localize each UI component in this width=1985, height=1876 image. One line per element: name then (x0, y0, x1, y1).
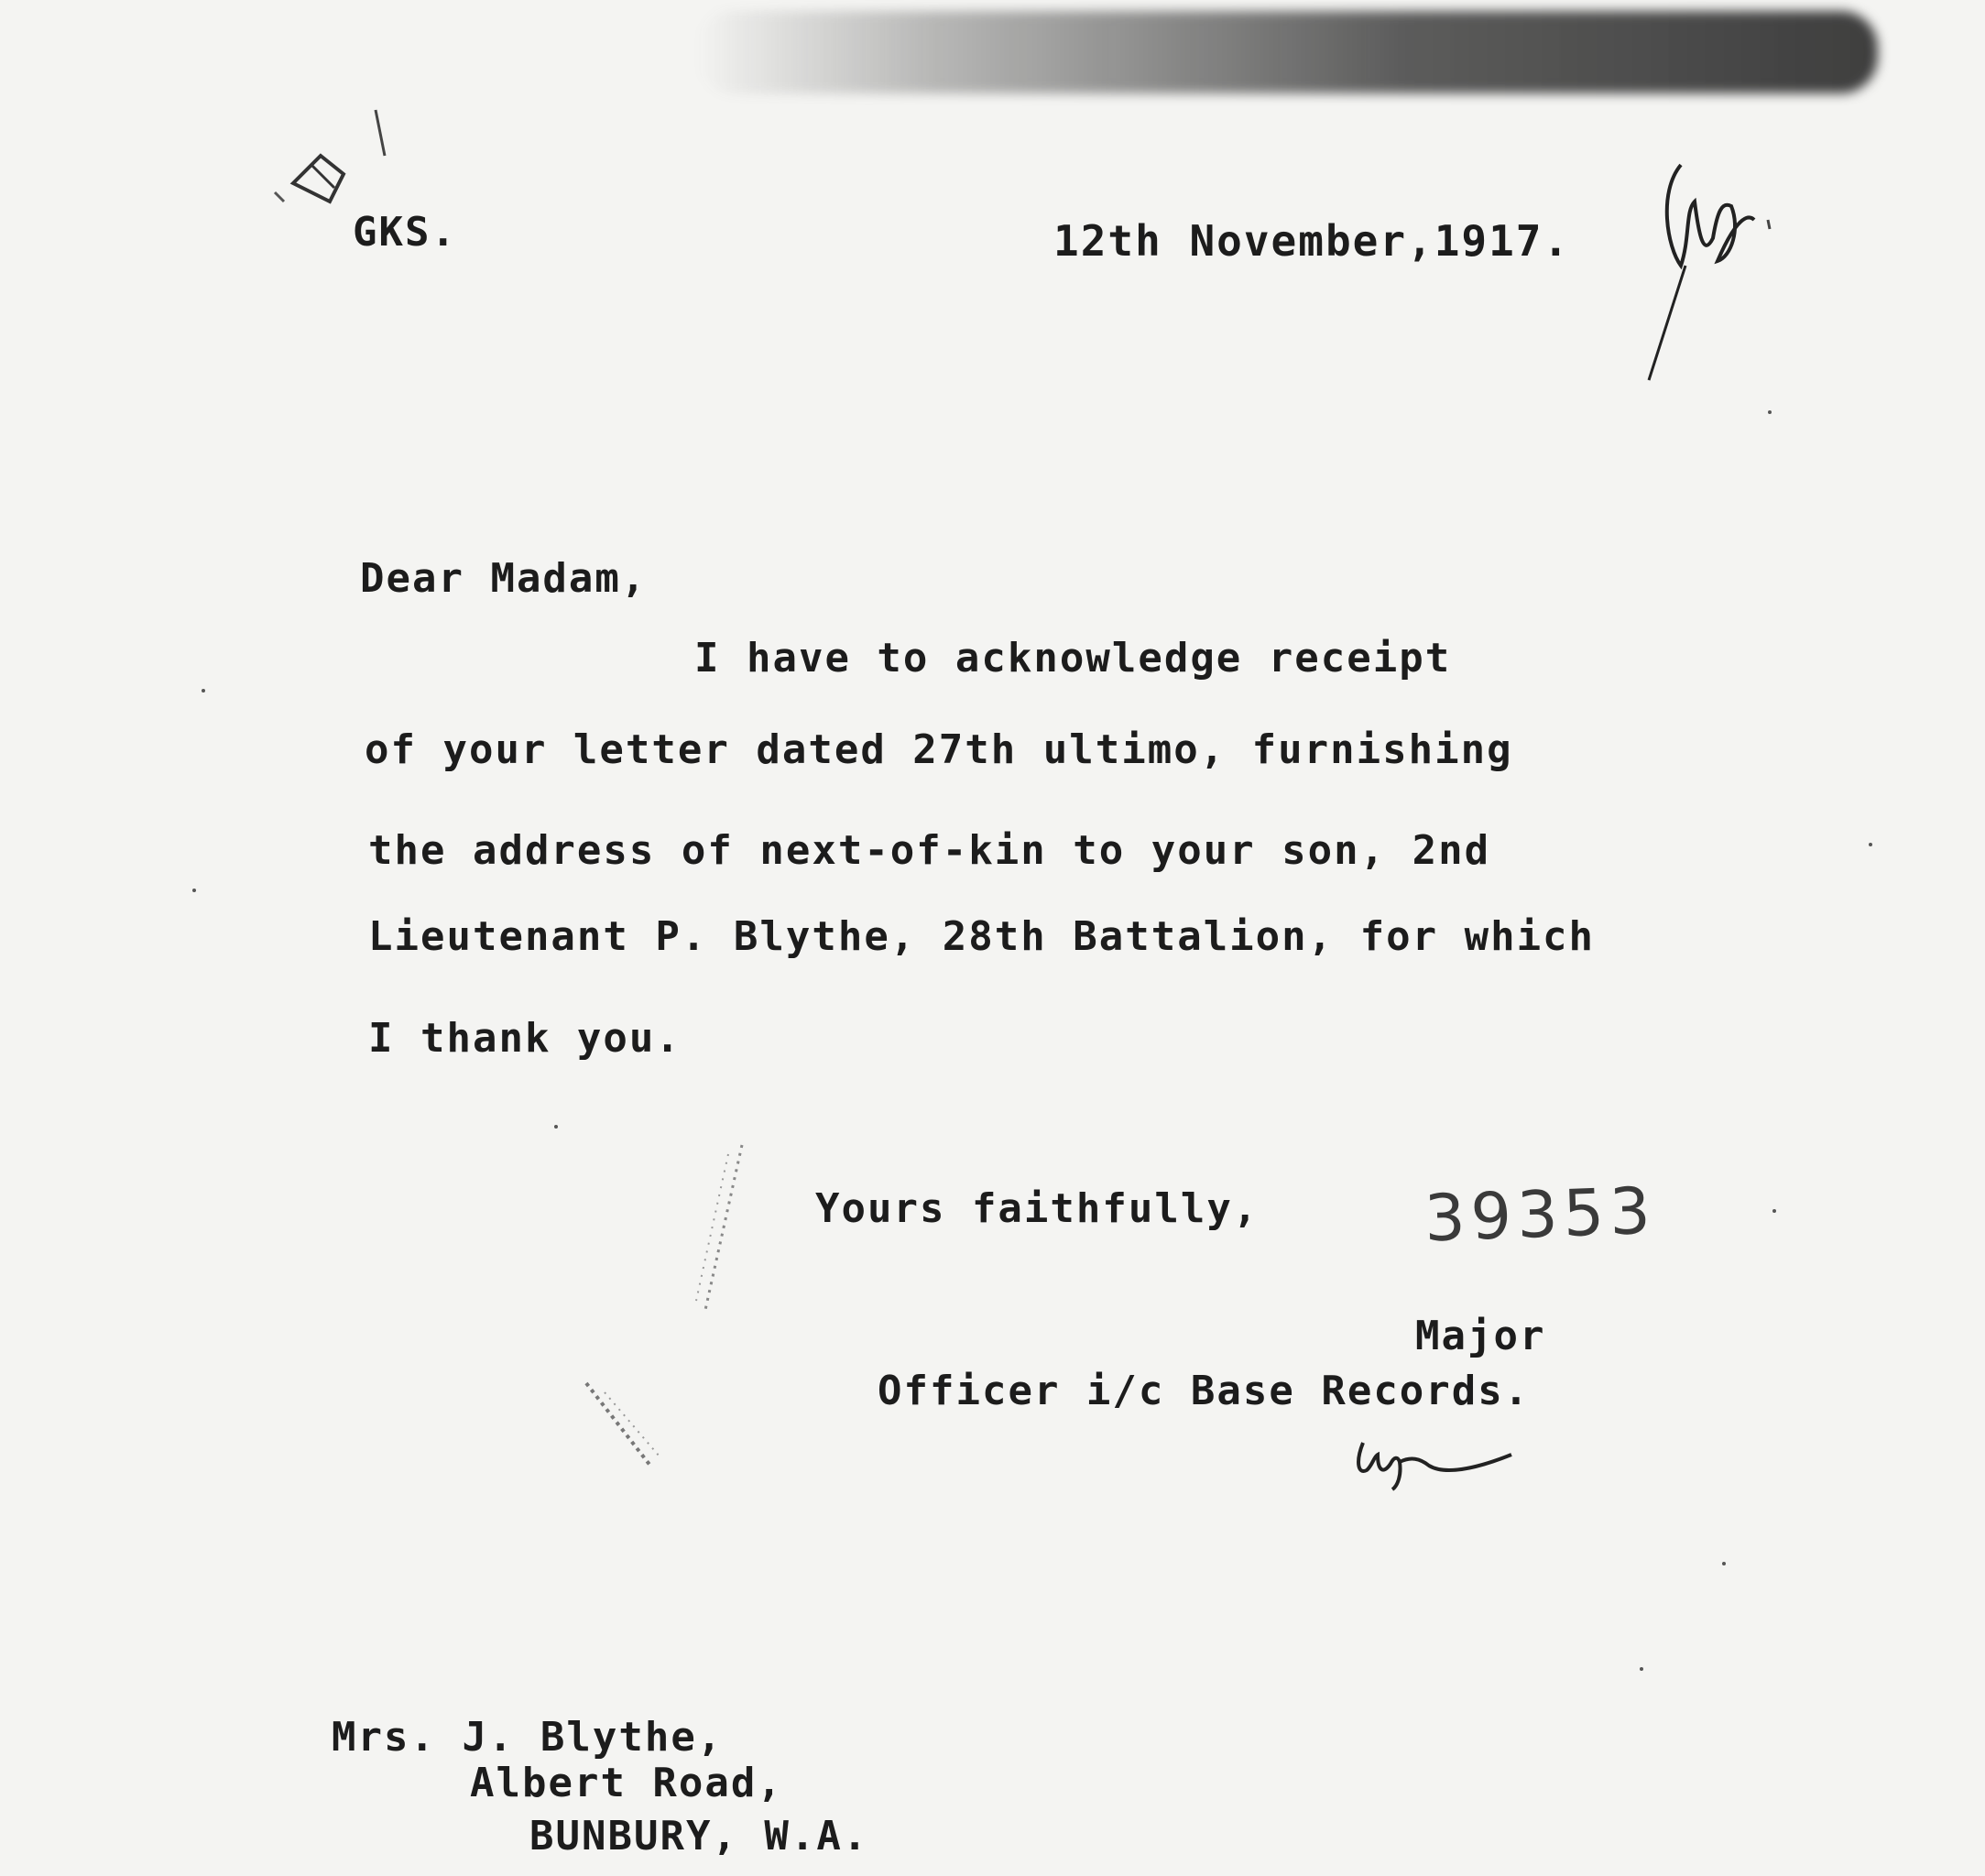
paper-speck (1768, 410, 1772, 414)
handwritten-initials-top (1631, 156, 1777, 394)
addressee-street: Albert Road, (470, 1760, 783, 1806)
paper-speck (1640, 1667, 1643, 1671)
addressee-name: Mrs. J. Blythe, (332, 1714, 724, 1761)
faint-pencil-marks (568, 1127, 806, 1475)
handwritten-signature (1347, 1429, 1530, 1493)
paper-speck (554, 1125, 558, 1129)
letter-date: 12th November,1917. (1053, 216, 1571, 266)
body-line: I have to acknowledge receipt (694, 635, 1452, 682)
top-edge-smudge (696, 11, 1878, 93)
paper-speck (192, 889, 196, 892)
body-line: I thank you. (368, 1015, 682, 1062)
paper-speck (1722, 1562, 1726, 1565)
body-line: Lieutenant P. Blythe, 28th Battalion, for which (368, 913, 1596, 960)
reference-initials: GKS. (353, 209, 457, 256)
addressee-town: BUNBURY, W.A. (529, 1813, 869, 1860)
body-line: the address of next-of-kin to your son, 2nd (368, 827, 1491, 874)
closing-line: Yours faithfully, (815, 1185, 1260, 1232)
signatory-office: Officer i/c Base Records. (878, 1368, 1531, 1414)
salutation: Dear Madam, (360, 555, 648, 602)
signatory-rank: Major (1415, 1313, 1546, 1359)
body-line: of your letter dated 27th ultimo, furnishing (365, 726, 1513, 773)
paper-speck (1772, 1209, 1776, 1213)
stamped-file-number: 39353 (1423, 1172, 1658, 1257)
paper-speck (202, 689, 205, 693)
paper-speck (1869, 843, 1872, 846)
